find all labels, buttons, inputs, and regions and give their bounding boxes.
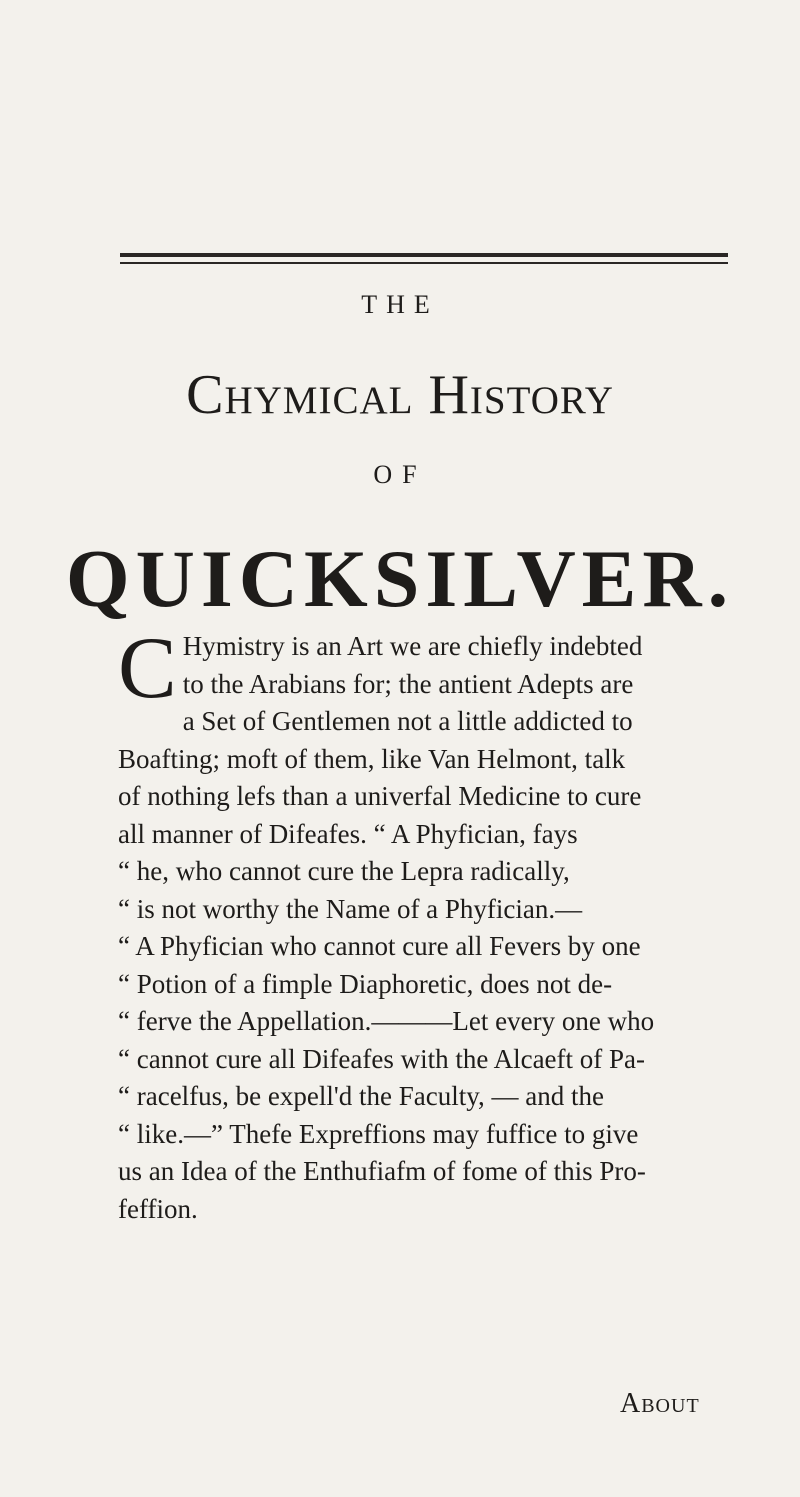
decorative-rule-thick <box>120 253 728 257</box>
decorative-rule-thin <box>120 262 728 264</box>
body-line: “ ferve the Appellation.———Let every one who <box>118 1006 655 1036</box>
body-line: Boafting; moft of them, like Van Helmont, talk <box>118 743 626 774</box>
body-line: a Set of Gentlemen not a little addicted to <box>182 706 633 736</box>
catchword: About <box>620 1388 700 1419</box>
body-line: “ cannot cure all Difeafes with the Alcaeft of Pa- <box>118 1043 646 1074</box>
body-line: all manner of Difeafes. “ A Phyfician, fays <box>118 818 578 849</box>
heading-title-line2: QUICKSILVER. <box>65 533 735 624</box>
heading-of: OF <box>373 460 427 489</box>
drop-cap: C <box>118 620 177 717</box>
heading-title-line1: Chymical History <box>186 364 614 426</box>
body-line: “ racelfus, be expell'd the Faculty, — and the <box>118 1081 604 1111</box>
body-line: “ he, who cannot cure the Lepra radically, <box>118 856 570 886</box>
body-line: us an Idea of the Enthufiafm of fome of this Pro- <box>118 1156 646 1186</box>
body-line: “ like.—” Thefe Expreffions may fuffice to give <box>118 1118 639 1149</box>
heading-the: THE <box>361 290 439 319</box>
body-line: “ Potion of a fimple Diaphoretic, does not de- <box>118 968 613 999</box>
body-line: “ A Phyfician who cannot cure all Fevers by one <box>118 931 641 961</box>
body-line: of nothing lefs than a univerfal Medicine to cure <box>118 781 642 811</box>
body-line: feffion. <box>118 1193 198 1224</box>
body-line: Hymistry is an Art we are chiefly indebted <box>182 631 643 661</box>
body-text <box>118 620 730 1228</box>
body-line: “ is not worthy the Name of a Phyfician.— <box>118 893 583 924</box>
body-line: to the Arabians for; the antient Adepts are <box>182 668 634 699</box>
